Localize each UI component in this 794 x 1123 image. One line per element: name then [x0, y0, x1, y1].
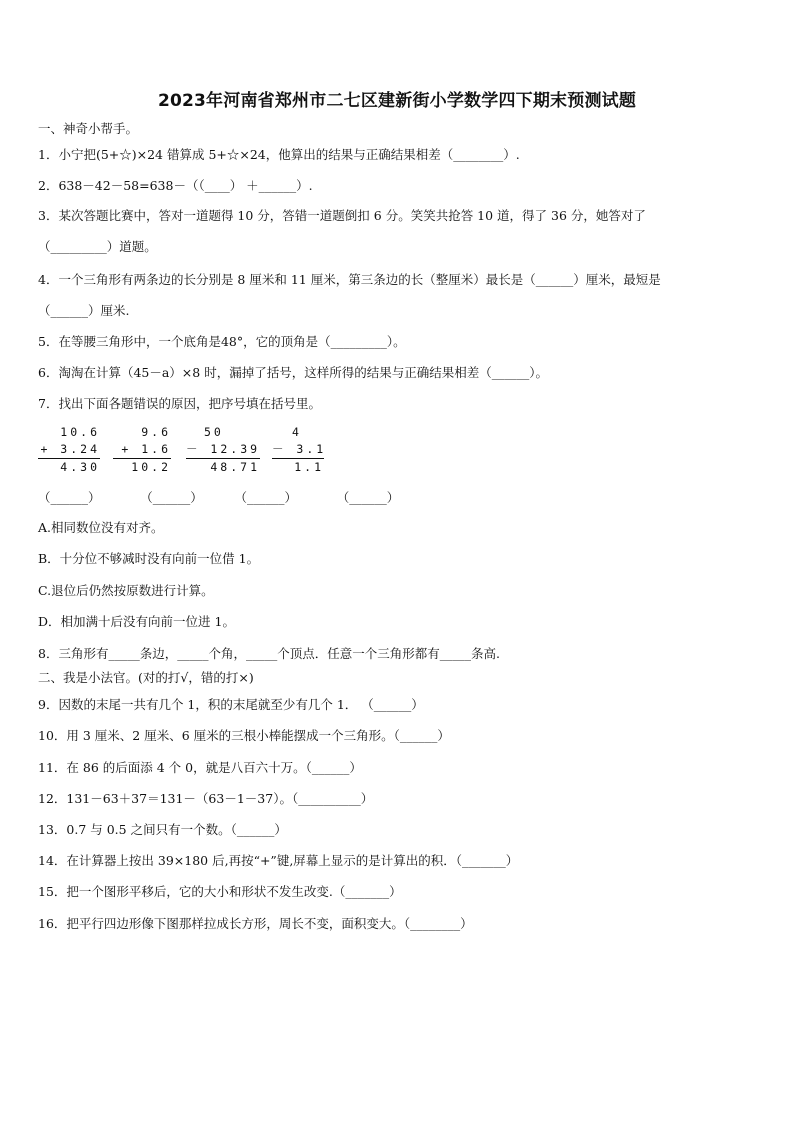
page-title: 2023年河南省郑州市二七区建新街小学数学四下期末预测试题 [157, 91, 637, 111]
calc-top-number: 10.6 [60, 425, 100, 439]
calc-top-number: 9.6 [141, 425, 171, 439]
reason-b: B．十分位不够减时没有向前一位借 1。 [38, 551, 260, 566]
reason-d: D．相加满十后没有向前一位进 1。 [38, 614, 235, 629]
question-16: 16．把平行四边形像下图那样拉成长方形，周长不变，面积变大。（________） [38, 916, 473, 931]
calc-result: 4.30 [38, 458, 100, 476]
question-8: 8．三角形有_____条边，_____个角，_____个顶点．任意一个三角形都有_____条高. [38, 646, 500, 661]
calc-result: 10.2 [113, 458, 171, 476]
section-heading-1: 一、神奇小帮手。 [38, 121, 139, 136]
question-7: 7．找出下面各题错误的原因，把序号填在括号里。 [38, 396, 321, 411]
question-6: 6．淘淘在计算（45－a）×8 时，漏掉了括号，这样所得的结果与正确结果相差（______）。 [38, 365, 548, 380]
question-15: 15．把一个图形平移后，它的大小和形状不发生改变.（_______） [38, 884, 402, 899]
calc-top-number: 4 [292, 425, 302, 439]
calc-result: 48.71 [186, 458, 260, 476]
question-9: 9．因数的末尾一共有几个 1，积的末尾就至少有几个 1． （______） [38, 697, 424, 712]
question-1: 1．小宁把(5+☆)×24 错算成 5+☆×24，他算出的结果与正确结果相差（________）. [38, 147, 520, 162]
question-10: 10．用 3 厘米、2 厘米、6 厘米的三根小棒能摆成一个三角形。（______） [38, 728, 450, 743]
calc-operand: － 12.39 [186, 442, 261, 456]
question-13: 13．0.7 与 0.5 之间只有一个数。（______） [38, 822, 287, 837]
calc-top-number: 50 [204, 425, 224, 439]
question-3-line-1: 3．某次答题比赛中，答对一道题得 10 分，答错一道题倒扣 6 分。笑笑共抢答 10 道，得了 36 分，她答对了 [38, 208, 646, 223]
calc-result: 1.1 [272, 458, 324, 476]
calc-operand: + 1.6 [121, 442, 171, 456]
question-11: 11．在 86 的后面添 4 个 0，就是八百六十万。（______） [38, 760, 362, 775]
question-2: 2．638－42－58=638－（（____） ＋______）. [38, 178, 313, 193]
vertical-calculation-2 [113, 424, 171, 476]
section-heading-2: 二、我是小法官。(对的打√，错的打×) [38, 670, 254, 685]
calc-operand: － 3.1 [272, 442, 327, 456]
question-5: 5．在等腰三角形中，一个底角是48°，它的顶角是（_________）。 [38, 334, 406, 349]
reason-a: A.相同数位没有对齐。 [38, 520, 164, 535]
question-7-answer-blanks: （______） （______） （______） （______） [38, 490, 400, 505]
question-4-line-1: 4．一个三角形有两条边的长分别是 8 厘米和 11 厘米，第三条边的长（整厘米）最长是（______）厘米，最短是 [38, 272, 661, 287]
vertical-calculation-3 [186, 424, 260, 476]
vertical-calculation-1 [38, 424, 100, 476]
reason-c: C.退位后仍然按原数进行计算。 [38, 583, 214, 598]
vertical-calculation-4 [272, 424, 327, 476]
question-3-line-2: （_________）道题。 [38, 239, 157, 254]
question-14: 14．在计算器上按出 39×180 后,再按“+”键,屏幕上显示的是计算出的积．（_______） [38, 853, 519, 868]
calc-operand: + 3.24 [40, 442, 100, 456]
question-12: 12．131－63＋37＝131－（63－1－37）。（__________） [38, 791, 374, 806]
question-4-line-2: （______）厘米. [38, 303, 130, 318]
